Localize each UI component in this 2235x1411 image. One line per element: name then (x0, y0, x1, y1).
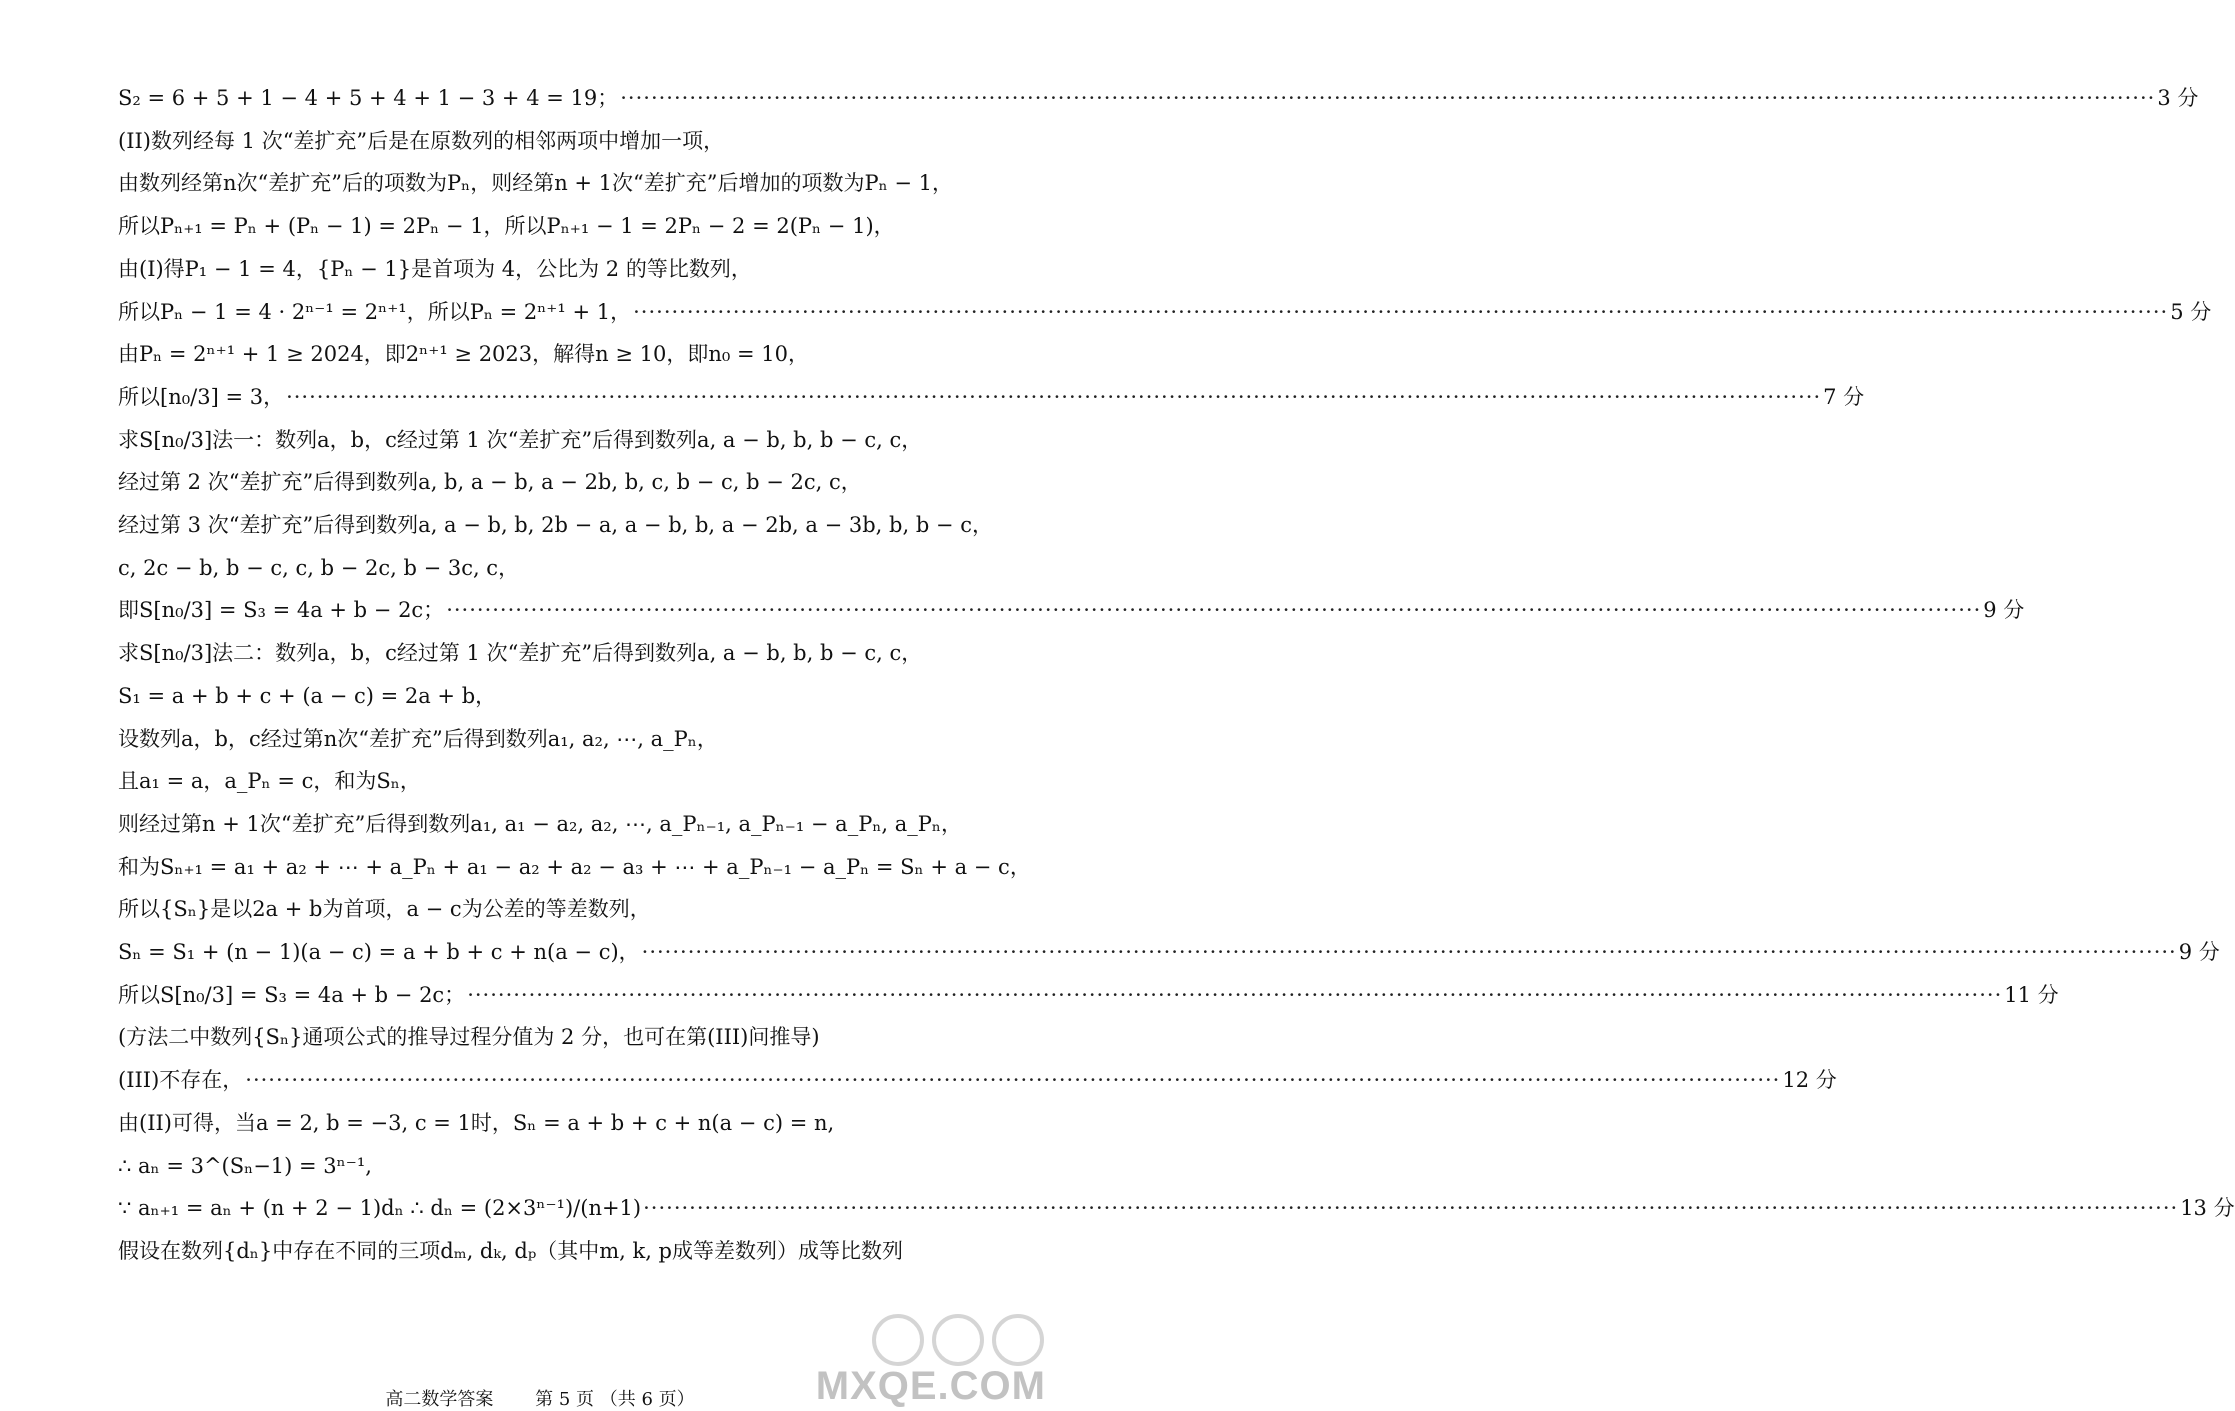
answer-line (118, 1017, 960, 1057)
answer-line-text: Sₙ = S₁ + (n − 1)(a − c) = a + b + c + n(a − c)， (118, 940, 640, 964)
answer-line (118, 206, 960, 246)
footer-title: 高二数学答案 (385, 1389, 494, 1410)
answer-line (118, 804, 960, 844)
answer-line (118, 1231, 960, 1271)
score-leader-dots: ········································································································································································································ (245, 1068, 1781, 1093)
score-leader-dots: ········································································································································································································ (643, 1196, 2179, 1221)
answer-line (118, 78, 2199, 118)
score-points: 9 分 (2178, 940, 2220, 964)
footer-page-number: 第 5 页 （共 6 页） (535, 1389, 695, 1410)
score-leader-dots: ········································································································································································································ (467, 982, 2003, 1007)
answer-line-text: S₁ = a + b + c + (a − c) = 2a + b， (118, 683, 497, 708)
answer-line-text: 经过第 2 次“差扩充”后得到数列a, b, a − b, a − 2b, b, c, b − c, b − 2c, c， (118, 470, 862, 495)
score-points: 7 分 (1823, 384, 1865, 409)
answer-line (118, 975, 2059, 1015)
answer-line (118, 1103, 960, 1143)
answer-line (118, 719, 960, 759)
answer-line-text: 所以[n₀/3] = 3， (118, 384, 285, 409)
answer-line (118, 249, 960, 289)
answer-line-text: (II)数列经每 1 次“差扩充”后是在原数列的相邻两项中增加一项， (118, 128, 725, 153)
answer-line-text: 所以{Sₙ}是以2a + b为首项，a − c为公差的等差数列， (118, 897, 651, 922)
score-points: 9 分 (1983, 598, 2025, 623)
answer-line-text: 经过第 3 次“差扩充”后得到数列a, a − b, b, 2b − a, a − b, b, a − 2b, a − 3b, b, b − c， (118, 513, 993, 537)
answer-line-text: 则经过第n + 1次“差扩充”后得到数列a₁, a₁ − a₂, a₂, ⋯, a_Pₙ₋₁, a_Pₙ₋₁ − a_Pₙ, a_Pₙ， (118, 811, 962, 836)
answer-line-text: 求S[n₀/3]法一：数列a，b，c经过第 1 次“差扩充”后得到数列a, a − b, b, b − c, c， (118, 427, 923, 452)
answer-line-text: 由(II)可得，当a = 2, b = −3, c = 1时，Sₙ = a + b + c + n(a − c) = n, (118, 1110, 835, 1135)
answer-line-text: 和为Sₙ₊₁ = a₁ + a₂ + ⋯ + a_Pₙ + a₁ − a₂ + a₂ − a₃ + ⋯ + a_Pₙ₋₁ − a_Pₙ = Sₙ + a − c， (118, 854, 1031, 879)
answer-line (118, 633, 960, 673)
answer-line (118, 462, 960, 502)
score-points: 5 分 (2170, 299, 2212, 324)
answer-line (118, 420, 960, 460)
watermark-text: MXQE.COM (815, 1364, 1046, 1408)
answer-line (118, 292, 2212, 332)
score-leader-dots: ········································································································································································································ (633, 299, 2169, 324)
answer-line-text: 假设在数列{dₙ}中存在不同的三项dₘ, dₖ, dₚ（其中m, k, p成等差数列）成等比数列 (118, 1238, 903, 1263)
score-leader-dots: ········································································································································································································ (641, 940, 2177, 964)
answer-line-text: ∴ aₙ = 3^(Sₙ−1) = 3ⁿ⁻¹, (118, 1153, 372, 1178)
answer-line-text: 求S[n₀/3]法二：数列a，b，c经过第 1 次“差扩充”后得到数列a, a − b, b, b − c, c， (118, 641, 923, 666)
score-points: 13 分 (2180, 1196, 2235, 1221)
answer-line (118, 121, 960, 161)
answer-line (118, 1146, 960, 1186)
answer-line (118, 505, 993, 545)
answer-line (118, 1188, 2235, 1228)
answer-line (118, 932, 2220, 972)
answer-line-text: c, 2c − b, b − c, c, b − 2c, b − 3c, c， (118, 555, 520, 580)
score-leader-dots: ········································································································································································································ (446, 598, 1982, 623)
score-leader-dots: ········································································································································································································ (620, 86, 2156, 110)
answer-line (118, 889, 960, 929)
answer-line-text: (III)不存在， (118, 1068, 244, 1093)
answer-line-text: (方法二中数列{Sₙ}通项公式的推导过程分值为 2 分，也可在第(III)问推导) (118, 1025, 820, 1050)
score-points: 3 分 (2157, 86, 2199, 110)
answer-line-text: 且a₁ = a，a_Pₙ = c，和为Sₙ， (118, 769, 421, 794)
score-leader-dots: ········································································································································································································ (286, 384, 1822, 409)
answer-line-text: 由Pₙ = 2ⁿ⁺¹ + 1 ≥ 2024，即2ⁿ⁺¹ ≥ 2023，解得n ≥ 10，即n₀ = 10， (118, 342, 809, 367)
score-points: 11 分 (2004, 982, 2059, 1007)
answer-line (118, 1060, 1837, 1100)
answer-line (118, 590, 2025, 630)
answer-line-text: 所以Pₙ − 1 = 4 · 2ⁿ⁻¹ = 2ⁿ⁺¹，所以Pₙ = 2ⁿ⁺¹ + 1， (118, 299, 632, 324)
answer-line (118, 847, 1031, 887)
answer-line-text: 即S[n₀/3] = S₃ = 4a + b − 2c； (118, 598, 445, 623)
answer-line-text: 所以Pₙ₊₁ = Pₙ + (Pₙ − 1) = 2Pₙ − 1，所以Pₙ₊₁ − 1 = 2Pₙ − 2 = 2(Pₙ − 1)， (118, 214, 895, 239)
answer-line-text: 设数列a，b，c经过第n次“差扩充”后得到数列a₁, a₂, ⋯, a_Pₙ， (118, 726, 718, 751)
answer-line-text: S₂ = 6 + 5 + 1 − 4 + 5 + 4 + 1 − 3 + 4 = 19； (118, 86, 619, 110)
answer-line (118, 676, 960, 716)
score-points: 12 分 (1782, 1068, 1837, 1093)
answer-line-text: ∵ aₙ₊₁ = aₙ + (n + 2 − 1)dₙ ∴ dₙ = (2×3ⁿ⁻¹)/(n+1) (118, 1196, 642, 1221)
answer-line (118, 377, 1865, 417)
answer-line (118, 761, 960, 801)
answer-line (118, 548, 960, 588)
answer-line-text: 所以S[n₀/3] = S₃ = 4a + b − 2c； (118, 982, 466, 1007)
answer-line (118, 163, 960, 203)
answer-line (118, 334, 960, 374)
answer-line-text: 由数列经第n次“差扩充”后的项数为Pₙ，则经第n + 1次“差扩充”后增加的项数为Pₙ − 1， (118, 171, 954, 196)
answer-line-text: 由(I)得P₁ − 1 = 4，{Pₙ − 1}是首项为 4，公比为 2 的等比数列， (118, 256, 752, 281)
